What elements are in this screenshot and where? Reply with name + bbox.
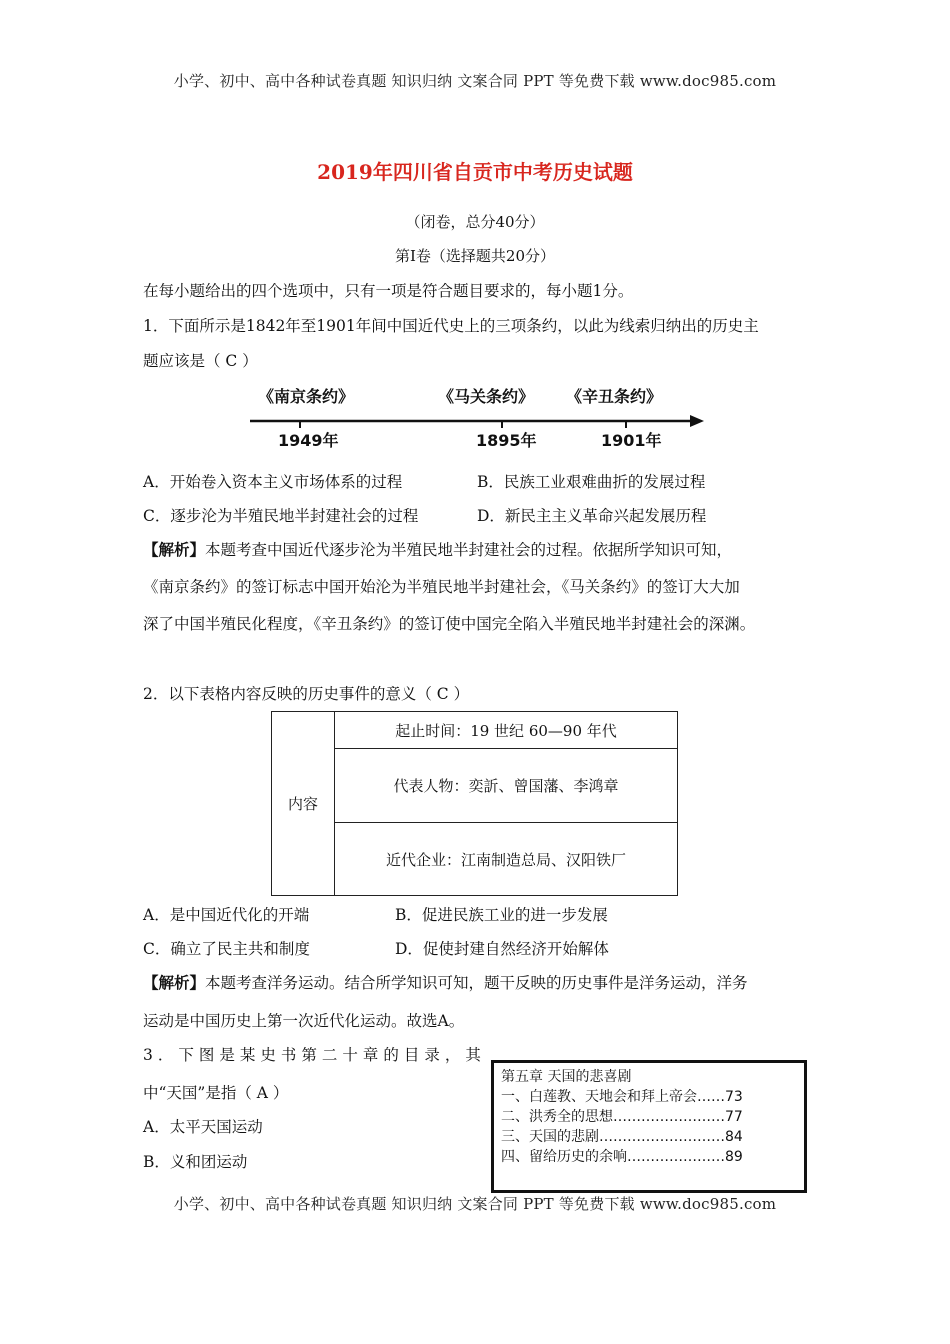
q2-option-d: D．促使封建自然经济开始解体 <box>395 940 609 958</box>
exam-title: 2019年四川省自贡市中考历史试题 <box>317 160 633 184</box>
toc-item: 三、天国的悲剧………………………84 <box>501 1129 743 1145</box>
timeline-year-1: 1949年 <box>278 431 339 450</box>
q3-stem-line1: 3．下图是某史书第二十章的目录，其 <box>143 1046 486 1064</box>
timeline-treaty-3: 《辛丑条约》 <box>566 387 663 406</box>
book-toc-box <box>491 1060 807 1193</box>
q2-option-a: A．是中国近代化的开端 <box>143 906 310 924</box>
analysis-text: 本题考查中国近代逐步沦为半殖民地半封建社会的过程。依据所学知识可知， <box>205 541 733 559</box>
q2-stem: 2．以下表格内容反映的历史事件的意义（ C ） <box>143 685 470 703</box>
table-cell-figures: 代表人物：奕訢、曾国藩、李鸿章 <box>335 749 678 823</box>
q1-option-a: A．开始卷入资本主义市场体系的过程 <box>143 473 403 491</box>
q2-option-b: B．促进民族工业的进一步发展 <box>395 906 608 924</box>
page-header: 小学、初中、高中各种试卷真题 知识归纳 文案合同 PPT 等免费下载 www.doc985.com <box>173 72 777 90</box>
exam-subtitle: （闭卷，总分40分） <box>405 213 545 231</box>
q1-option-b: B．民族工业艰难曲折的发展过程 <box>477 473 706 491</box>
timeline-year-3: 1901年 <box>601 431 662 450</box>
table-cell-enterprises: 近代企业：江南制造总局、汉阳铁厂 <box>335 823 678 896</box>
table-cell-period: 起止时间：19 世纪 60—90 年代 <box>335 712 678 749</box>
westernization-table <box>271 711 678 896</box>
toc-item: 四、留给历史的余响…………………89 <box>501 1149 743 1165</box>
q2-option-c: C．确立了民主共和制度 <box>143 940 310 958</box>
timeline-axis-arrow <box>240 408 710 428</box>
treaty-timeline <box>240 380 720 450</box>
q1-analysis-line3: 深了中国半殖民化程度，《辛丑条约》的签订使中国完全陷入半殖民地半封建社会的深渊。 <box>143 615 756 633</box>
q1-option-c: C．逐步沦为半殖民地半封建社会的过程 <box>143 507 419 525</box>
q1-analysis-line2: 《南京条约》的签订标志中国开始沦为半殖民地半封建社会，《马关条约》的签订大大加 <box>143 578 740 596</box>
analysis-tag: 【解析】 <box>143 973 206 992</box>
section-title: 第Ⅰ卷（选择题共20分） <box>394 247 555 265</box>
timeline-year-2: 1895年 <box>476 431 537 450</box>
page-footer: 小学、初中、高中各种试卷真题 知识归纳 文案合同 PPT 等免费下载 www.doc985.com <box>173 1195 777 1213</box>
q3-option-b: B．义和团运动 <box>143 1153 248 1171</box>
instruction-text: 在每小题给出的四个选项中，只有一项是符合题目要求的，每小题1分。 <box>143 282 634 300</box>
analysis-text: 本题考查洋务运动。结合所学知识可知，题干反映的历史事件是洋务运动，洋务 <box>205 974 748 992</box>
q2-analysis-line2: 运动是中国历史上第一次近代化运动。故选A。 <box>143 1012 465 1030</box>
q1-stem-line1: 1．下面所示是1842年至1901年间中国近代史上的三项条约，以此为线索归纳出的历史主 <box>143 317 759 335</box>
timeline-treaty-1: 《南京条约》 <box>258 387 355 406</box>
table-row-header: 内容 <box>272 712 335 896</box>
q2-analysis-line1 <box>143 971 748 993</box>
q3-stem-line2: 中“天国”是指（ A ） <box>143 1084 289 1102</box>
toc-item: 二、洪秀全的思想……………………77 <box>501 1109 743 1125</box>
toc-chapter-title: 第五章 天国的悲喜剧 <box>501 1069 632 1085</box>
q3-option-a: A．太平天国运动 <box>143 1118 263 1136</box>
analysis-tag: 【解析】 <box>143 540 206 559</box>
timeline-treaty-2: 《马关条约》 <box>438 387 535 406</box>
q1-option-d: D．新民主主义革命兴起发展历程 <box>477 507 707 525</box>
q1-analysis-line1 <box>143 538 732 560</box>
toc-item: 一、白莲教、天地会和拜上帝会……73 <box>501 1089 743 1105</box>
q1-stem-line2: 题应该是（ C ） <box>143 352 258 370</box>
